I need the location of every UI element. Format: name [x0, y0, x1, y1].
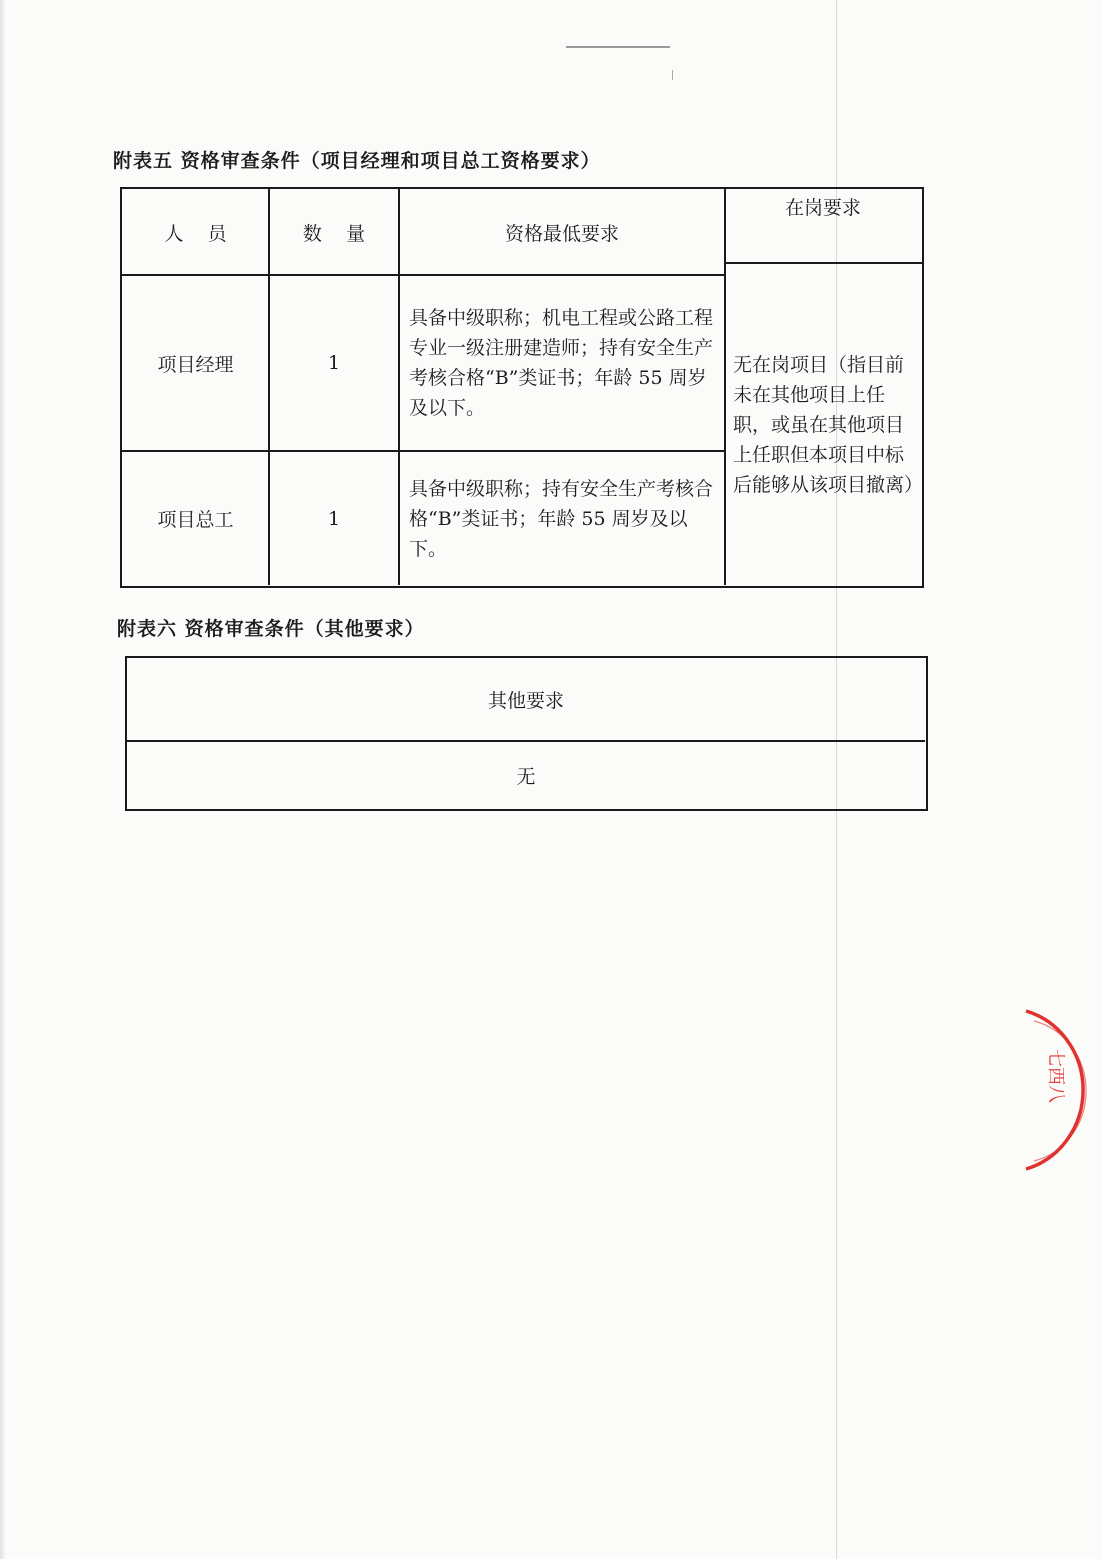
header-min-requirement: 资格最低要求 [504, 222, 619, 245]
qualification-table [120, 187, 924, 588]
table6-title: 附表六 资格审查条件（其他要求） [117, 618, 425, 640]
row1-quantity: 1 [327, 352, 341, 374]
other-requirements-value: 无 [516, 765, 536, 788]
scan-edge-shadow [0, 0, 6, 1559]
row2-personnel: 项目总工 [157, 509, 234, 531]
scan-mark [566, 46, 670, 48]
table5-title: 附表五 资格审查条件（项目经理和项目总工资格要求） [113, 150, 601, 172]
company-seal [1024, 1005, 1102, 1175]
row2-requirement: 具备中级职称；持有安全生产考核合格“B”类证书；年龄 55 周岁及以下。 [409, 477, 714, 560]
seal-text: 七西八 [1045, 1049, 1066, 1103]
row1-requirement: 具备中级职称；机电工程或公路工程专业一级注册建造师；持有安全生产考核合格“B”类证书；年龄 55 周岁及以下。 [409, 307, 714, 419]
row2-quantity: 1 [327, 507, 341, 530]
row1-personnel: 项目经理 [157, 353, 234, 376]
on-post-requirement-cell: 无在岗项目（指目前未在其他项目上任职，或虽在其他项目上任职但本项目中标后能够从该项目撤离） [733, 353, 924, 496]
header-on-post: 在岗要求 [784, 196, 861, 219]
scan-tick [672, 70, 673, 80]
other-requirements-table [125, 656, 928, 811]
header-quantity: 数 量 [302, 222, 366, 245]
header-other-requirements: 其他要求 [487, 689, 564, 712]
header-personnel: 人 员 [164, 222, 227, 245]
